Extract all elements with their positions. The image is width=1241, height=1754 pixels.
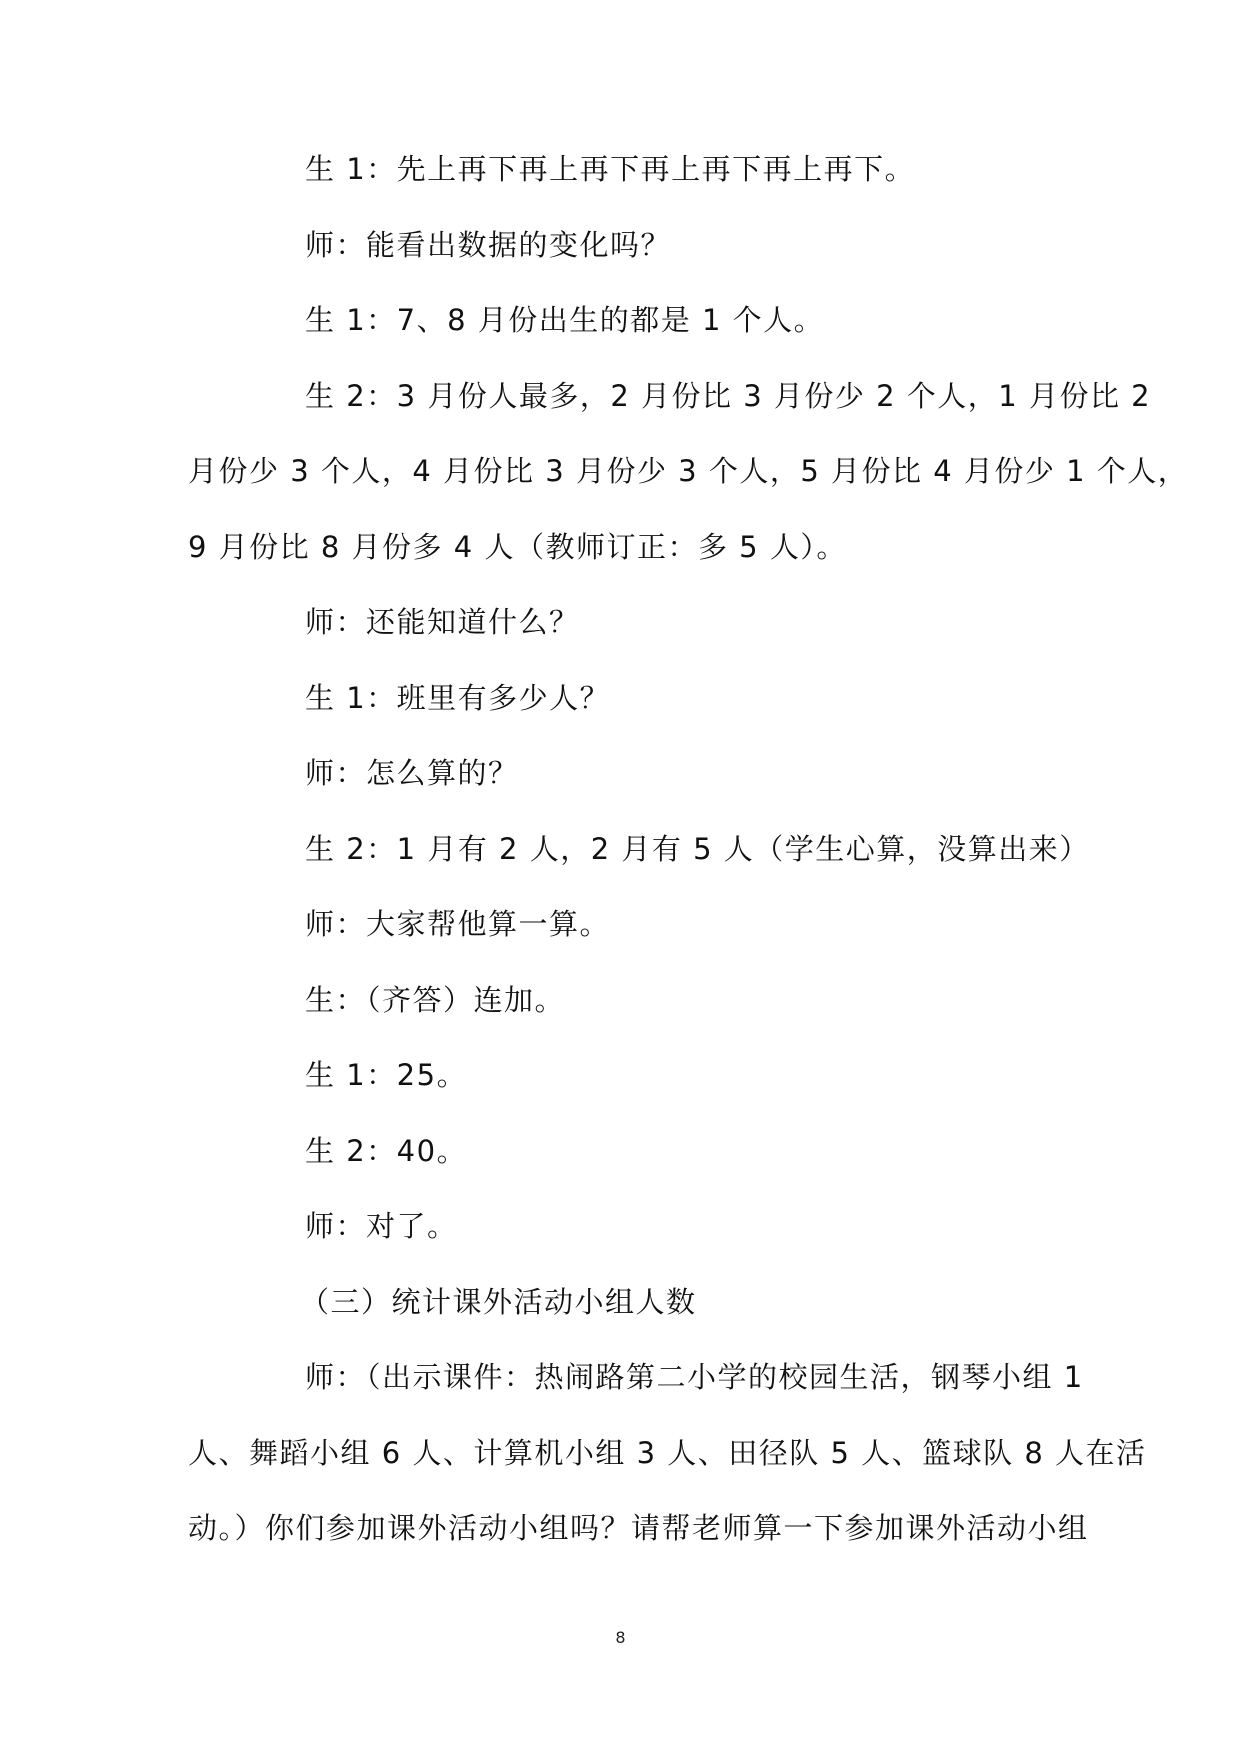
paragraph-line-6: 9 月份比 8 月份多 4 人（教师订正：多 5 人）。 xyxy=(188,530,847,564)
dialogue-line-14: 生 2：40。 xyxy=(305,1134,468,1168)
paragraph-line-17: 师：（出示课件：热闹路第二小学的校园生活，钢琴小组 1 xyxy=(305,1360,1084,1394)
dialogue-line-9: 师：怎么算的？ xyxy=(305,756,519,790)
dialogue-line-12: 生：（齐答）连加。 xyxy=(305,983,566,1017)
dialogue-line-1: 生 1：先上再下再上再下再上再下再上再下。 xyxy=(305,152,916,186)
dialogue-line-15: 师：对了。 xyxy=(305,1209,458,1243)
paragraph-line-5: 月份少 3 个人，4 月份比 3 月份少 3 个人，5 月份比 4 月份少 1 个人， xyxy=(188,454,1189,488)
section-heading: （三）统计课外活动小组人数 xyxy=(300,1285,697,1319)
paragraph-line-18: 人、舞蹈小组 6 人、计算机小组 3 人、田径队 5 人、篮球队 8 人在活 xyxy=(188,1436,1147,1470)
dialogue-line-13: 生 1：25。 xyxy=(305,1058,468,1092)
dialogue-line-2: 师：能看出数据的变化吗？ xyxy=(305,228,672,262)
dialogue-line-8: 生 1：班里有多少人？ xyxy=(305,681,611,715)
dialogue-line-11: 师：大家帮他算一算。 xyxy=(305,907,611,941)
dialogue-line-7: 师：还能知道什么？ xyxy=(305,605,580,639)
paragraph-line-4: 生 2：3 月份人最多，2 月份比 3 月份少 2 个人，1 月份比 2 xyxy=(305,379,1152,413)
dialogue-line-10: 生 2：1 月有 2 人，2 月有 5 人（学生心算，没算出来） xyxy=(305,832,1090,866)
page-number: 8 xyxy=(615,1628,626,1647)
paragraph-line-19: 动。）你们参加课外活动小组吗？请帮老师算一下参加课外活动小组 xyxy=(188,1511,1089,1545)
dialogue-line-3: 生 1：7、8 月份出生的都是 1 个人。 xyxy=(305,303,825,337)
